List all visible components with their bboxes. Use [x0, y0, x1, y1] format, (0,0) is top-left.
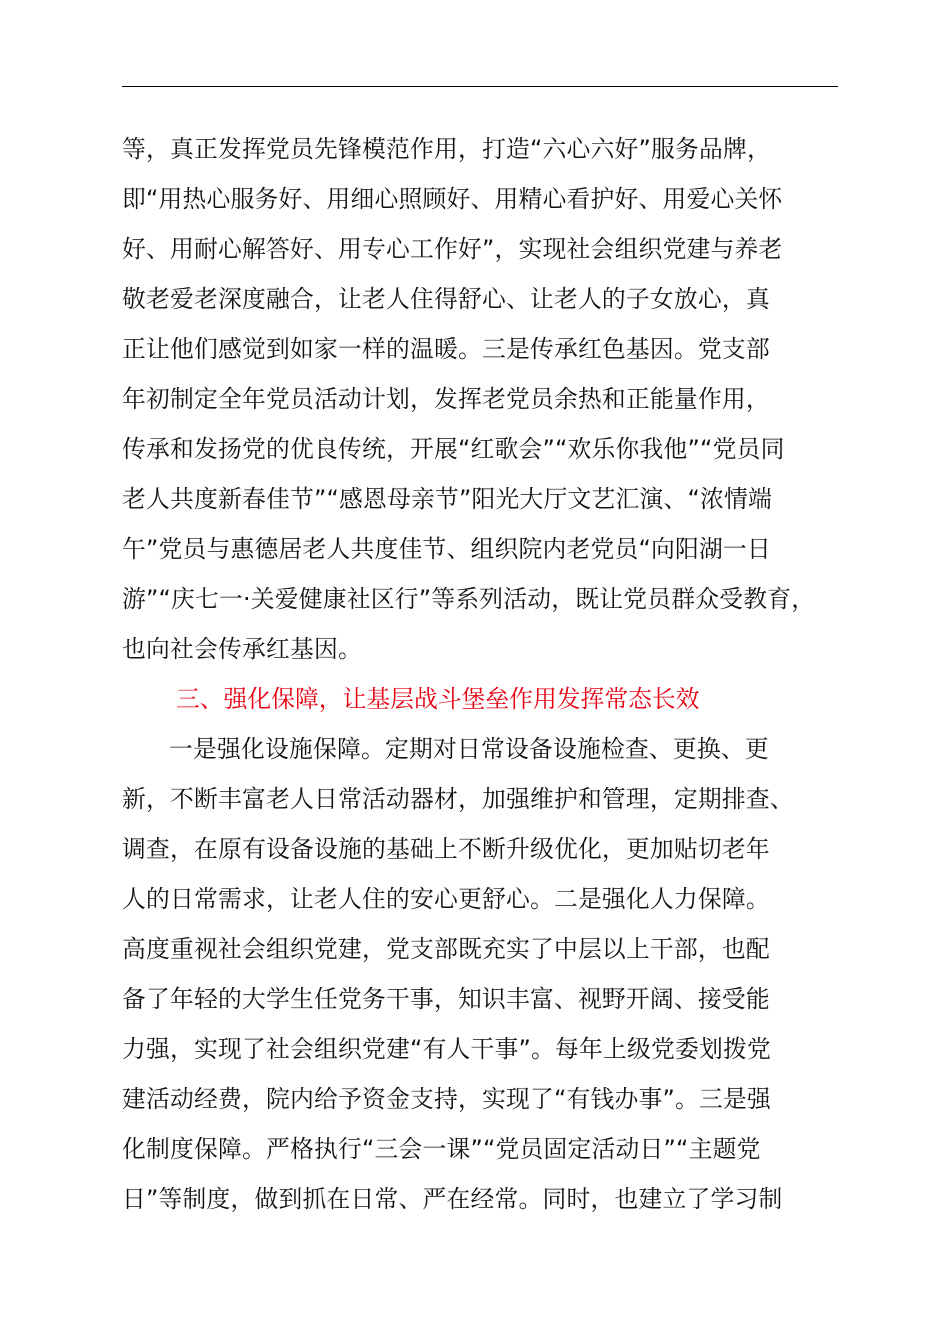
text-line: 传承和发扬党的优良传统，开展“红歌会”“欢乐你我他”“党员同 [122, 435, 785, 463]
text-line: 也向社会传承红基因。 [122, 635, 362, 663]
text-line: 调查，在原有设备设施的基础上不断升级优化，更加贴切老年 [122, 835, 770, 863]
header-rule [122, 86, 838, 87]
text-line: 高度重视社会组织党建，党支部既充实了中层以上干部，也配 [122, 935, 770, 963]
text-line: 等，真正发挥党员先锋模范作用，打造“六心六好”服务品牌， [122, 135, 771, 163]
text-line: 好、用耐心解答好、用专心工作好”，实现社会组织党建与养老 [122, 235, 783, 263]
text-line: 午”党员与惠德居老人共度佳节、组织院内老党员“向阳湖一日 [122, 535, 771, 563]
text-line: 新，不断丰富老人日常活动器材，加强维护和管理，定期排查、 [122, 785, 794, 813]
text-line: 正让他们感觉到如家一样的温暖。三是传承红色基因。党支部 [122, 335, 770, 363]
text-line: 人的日常需求，让老人住的安心更舒心。二是强化人力保障。 [122, 885, 770, 913]
paragraph-2 [122, 724, 838, 1224]
text-line: 化制度保障。严格执行“三会一课”“党员固定活动日”“主题党 [122, 1135, 761, 1163]
section-heading: 三、强化保障，让基层战斗堡垒作用发挥常态长效 [176, 685, 700, 713]
text-line: 即“用热心服务好、用细心照顾好、用精心看护好、用爱心关怀 [122, 185, 783, 213]
text-line: 力强，实现了社会组织党建“有人干事”。每年上级党委划拨党 [122, 1035, 771, 1063]
text-line: 一是强化设施保障。定期对日常设备设施检查、更换、更 [169, 735, 769, 763]
document-body [122, 124, 838, 1224]
text-line: 游”“庆七一·关爱健康社区行”等系列活动，既让党员群众受教育， [122, 585, 816, 613]
text-line: 备了年轻的大学生任党务干事，知识丰富、视野开阔、接受能 [122, 985, 770, 1013]
text-line: 建活动经费，院内给予资金支持，实现了“有钱办事”。三是强 [122, 1085, 771, 1113]
text-line: 年初制定全年党员活动计划，发挥老党员余热和正能量作用， [122, 385, 770, 413]
text-line: 日”等制度，做到抓在日常、严在经常。同时，也建立了学习制 [122, 1185, 783, 1213]
paragraph-1 [122, 124, 838, 674]
text-line: 敬老爱老深度融合，让老人住得舒心、让老人的子女放心，真 [122, 285, 770, 313]
text-line: 老人共度新春佳节”“感恩母亲节”阳光大厅文艺汇演、“浓情端 [122, 485, 773, 513]
